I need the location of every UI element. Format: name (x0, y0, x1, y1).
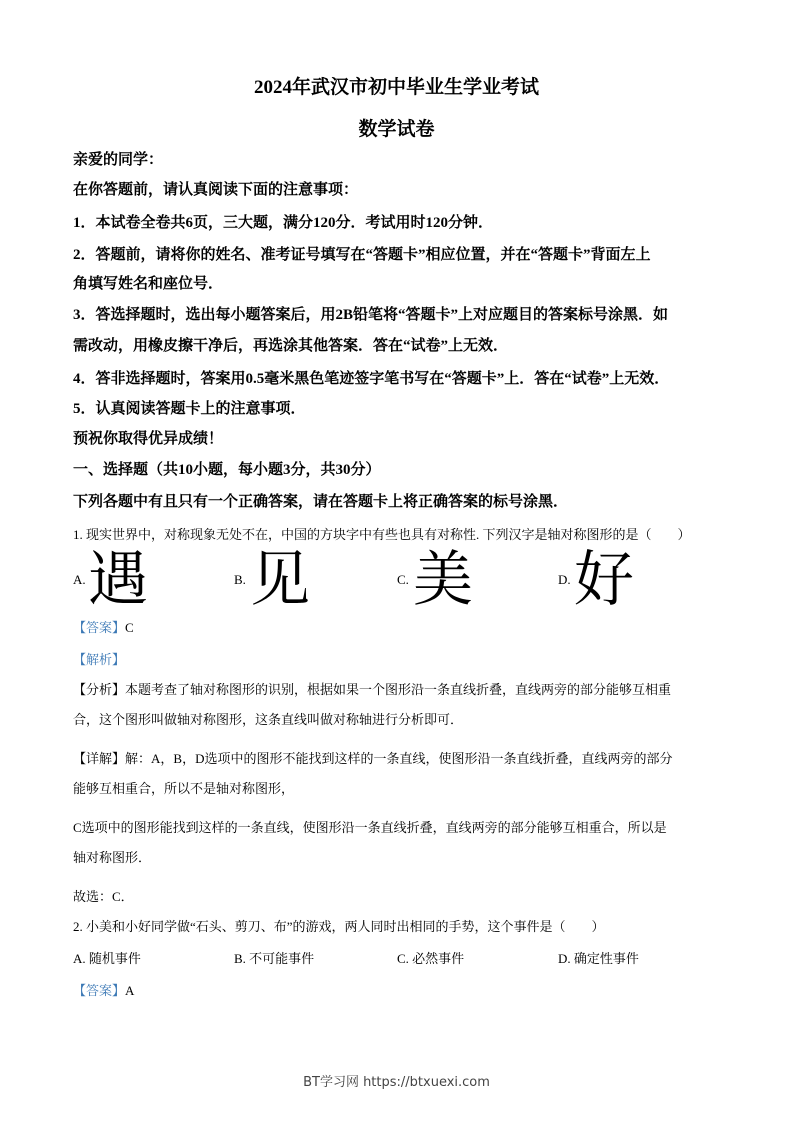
q1-option-a-label: A. (73, 572, 86, 587)
q1-option-d-char: 好 (574, 545, 634, 615)
notice-line: 角填写姓名和座位号． (73, 276, 224, 292)
footer-watermark: BT学习网 https://btxuexi.com (303, 1075, 490, 1090)
q1-option-b-label: B. (234, 572, 246, 587)
fenxi-text: 本题考查了轴对称图形的识别，根据如果一个图形沿一条直线折叠，直线两旁的部分能够互相重 (125, 682, 672, 697)
q2-option-d: D. 确定性事件 (558, 951, 639, 966)
q1-option-c-label: C. (397, 572, 409, 587)
xiangjie-tag: 【详解】 (73, 751, 126, 766)
xiangjie-line-4: 轴对称图形． (73, 850, 152, 865)
section-heading: 一、选择题（共10小题，每小题3分，共30分） (73, 462, 381, 478)
q1-stem: 1. 现实世界中，对称现象无处不在，中国的方块字中有些也具有对称性. 下列汉字是轴对称图形的是（ ） (73, 527, 691, 542)
q2-answer (73, 981, 134, 1001)
q1-option-b-char: 见 (250, 545, 310, 615)
notice-line: 3．答选择题时，选出每小题答案后，用2B铅笔将“答题卡”上对应题目的答案标号涂黑．如 (73, 307, 669, 323)
xiangjie-line-2: 能够互相重合，所以不是轴对称图形， (73, 781, 295, 796)
analysis-tag: 【解析】 (73, 652, 126, 667)
fenxi-tag: 【分析】 (73, 682, 126, 697)
notice-line: 亲爱的同学： (73, 152, 164, 168)
q1-option-c-char: 美 (413, 545, 473, 615)
xiangjie-line (73, 749, 672, 769)
notice-line: 1．本试卷全卷共6页，三大题，满分120分．考试用时120分钟． (73, 215, 494, 231)
notice-line: 预祝你取得优异成绩！ (73, 431, 224, 447)
q2-option-b: B. 不可能事件 (234, 951, 315, 966)
q2-option-c: C. 必然事件 (397, 951, 465, 966)
xiangjie-text: 解：A，B，D选项中的图形不能找到这样的一条直线，使图形沿一条直线折叠，直线两旁的部分 (125, 751, 673, 766)
answer-value: A (125, 983, 135, 998)
q2-option-a: A. 随机事件 (73, 951, 141, 966)
q1-option-d-label: D. (558, 572, 571, 587)
answer-tag: 【答案】 (73, 983, 126, 998)
answer-value: C (125, 620, 134, 635)
notice-line: 在你答题前，请认真阅读下面的注意事项： (73, 182, 359, 198)
answer-tag: 【答案】 (73, 620, 126, 635)
notice-line: 5．认真阅读答题卡上的注意事项． (73, 401, 306, 417)
xiangjie-line-3: C选项中的图形能找到这样的一条直线，使图形沿一条直线折叠，直线两旁的部分能够互相重合，所以是 (73, 820, 667, 835)
q1-conclusion: 故选：C． (73, 889, 134, 904)
notice-line: 需改动，用橡皮擦干净后，再选涂其他答案．答在“试卷”上无效． (73, 338, 509, 354)
q1-answer (73, 618, 134, 638)
fenxi-line (73, 680, 671, 700)
page-title: 2024年武汉市初中毕业生学业考试 (253, 77, 539, 98)
fenxi-line-2: 合，这个图形叫做轴对称图形，这条直线叫做对称轴进行分析即可． (73, 712, 464, 727)
q2-stem: 2. 小美和小好同学做“石头、剪刀、布”的游戏，两人同时出相同的手势，这个事件是（ ） (73, 919, 605, 934)
notice-line: 2．答题前，请将你的姓名、准考证号填写在“答题卡”相应位置，并在“答题卡”背面左上 (73, 247, 651, 263)
section-instruction: 下列各题中有且只有一个正确答案，请在答题卡上将正确答案的标号涂黑． (73, 494, 569, 510)
page-subtitle: 数学试卷 (358, 119, 435, 140)
q1-option-a-char: 遇 (88, 545, 148, 615)
notice-line: 4．答非选择题时，答案用0.5毫米黑色笔迹签字笔书写在“答题卡”上．答在“试卷”上无效． (73, 371, 670, 387)
